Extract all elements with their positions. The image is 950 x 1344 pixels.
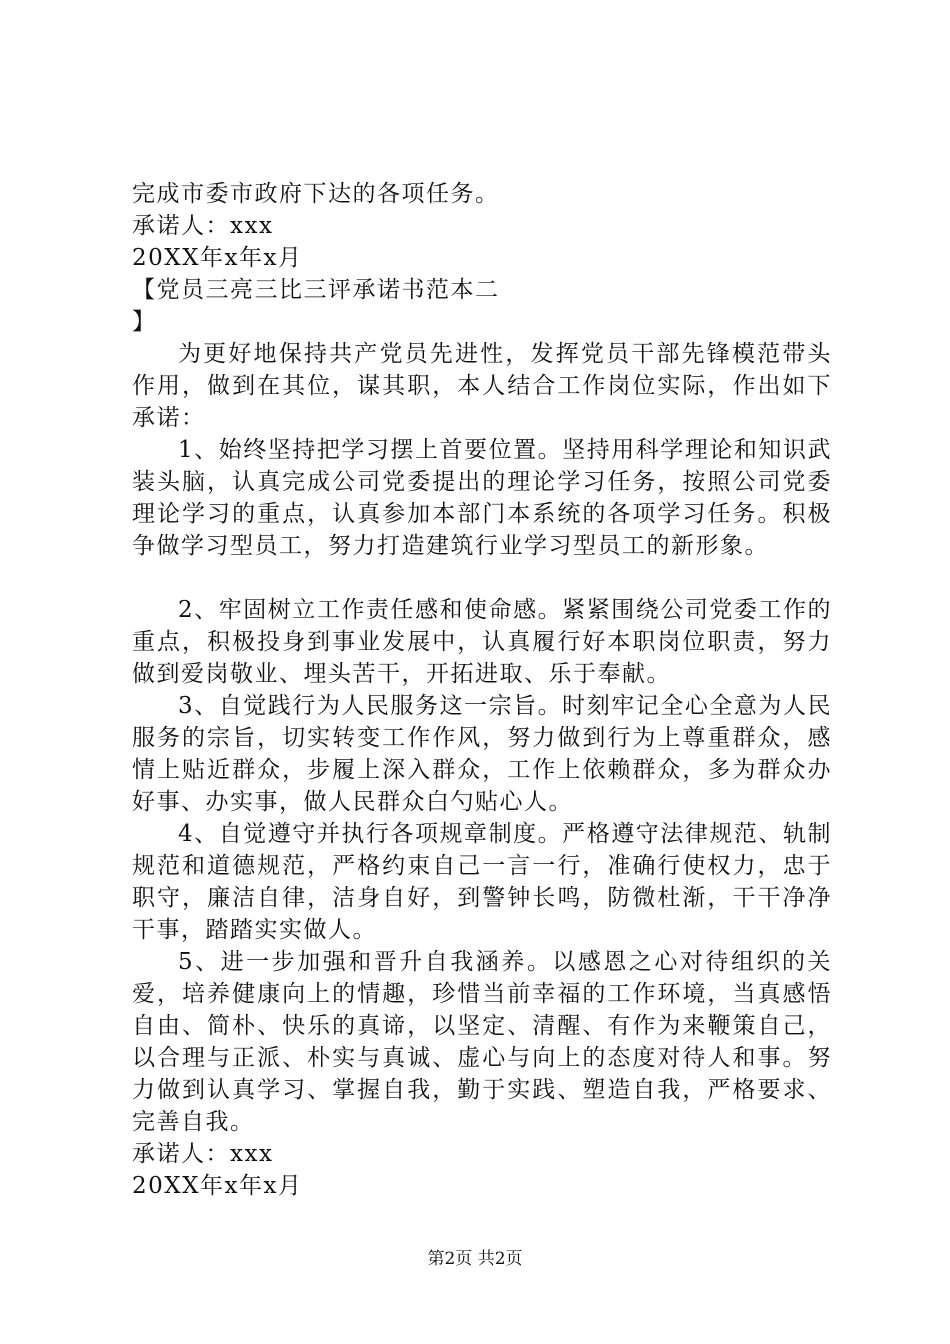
continuation-line: 完成市委市政府下达的各项任务。 <box>132 181 500 207</box>
document-body <box>132 178 832 1202</box>
pledge-item-2: 2、牢固树立工作责任感和使命感。紧紧围绕公司党委工作的重点，积极投身到事业发展中，认真履行好本职岗位职责，努力做到爱岗敬业、埋头苦干，开拓进取、乐于奉献。 <box>132 597 832 687</box>
pledge-item-3: 3、自觉践行为人民服务这一宗旨。时刻牢记全心全意为人民服务的宗旨，切实转变工作作风，努力做到行为上尊重群众，感情上贴近群众，步履上深入群众，工作上依赖群众，多为群众办好事、办实事，做人民群众白勺贴心人。 <box>132 693 832 815</box>
section-heading-close: 】 <box>132 309 157 335</box>
section-heading: 【党员三亮三比三评承诺书范本二 <box>132 277 500 303</box>
signer-line-2: 承诺人：xxx <box>132 1141 274 1167</box>
paragraph-gap <box>132 562 832 594</box>
intro-paragraph: 为更好地保持共产党员先进性，发挥党员干部先锋模范带头作用，做到在其位，谋其职，本人结合工作岗位实际，作出如下承诺： <box>132 341 832 431</box>
pledge-item-1: 1、始终坚持把学习摆上首要位置。坚持用科学理论和知识武装头脑，认真完成公司党委提出的理论学习任务，按照公司党委理论学习的重点，认真参加本部门本系统的各项学习任务。积极争做学习型员工，努力打造建筑行业学习型员工的新形象。 <box>132 437 832 559</box>
pledge-item-4: 4、自觉遵守并执行各项规章制度。严格遵守法律规范、轨制规范和道德规范，严格约束自己一言一行，准确行使权力，忠于职守，廉洁自律，洁身自好，到警钟长鸣，防微杜渐，干干净净干事，踏踏实实做人。 <box>132 821 832 943</box>
pledge-item-5: 5、进一步加强和晋升自我涵养。以感恩之心对待组织的关爱，培养健康向上的情趣，珍惜当前幸福的工作环境，当真感悟自由、简朴、快乐的真谛，以坚定、清醒、有作为来鞭策自己，以合理与正派、朴实与真诚、虚心与向上的态度对待人和事。努力做到认真学习、掌握自我，勤于实践、塑造自我，严格要求、完善自我。 <box>132 949 832 1135</box>
signer-line-1: 承诺人：xxx <box>132 213 274 239</box>
date-line-2: 20XX年x年x月 <box>132 1173 303 1199</box>
date-line-1: 20XX年x年x月 <box>132 245 303 271</box>
page-footer: 第2页 共2页 <box>427 1249 523 1269</box>
